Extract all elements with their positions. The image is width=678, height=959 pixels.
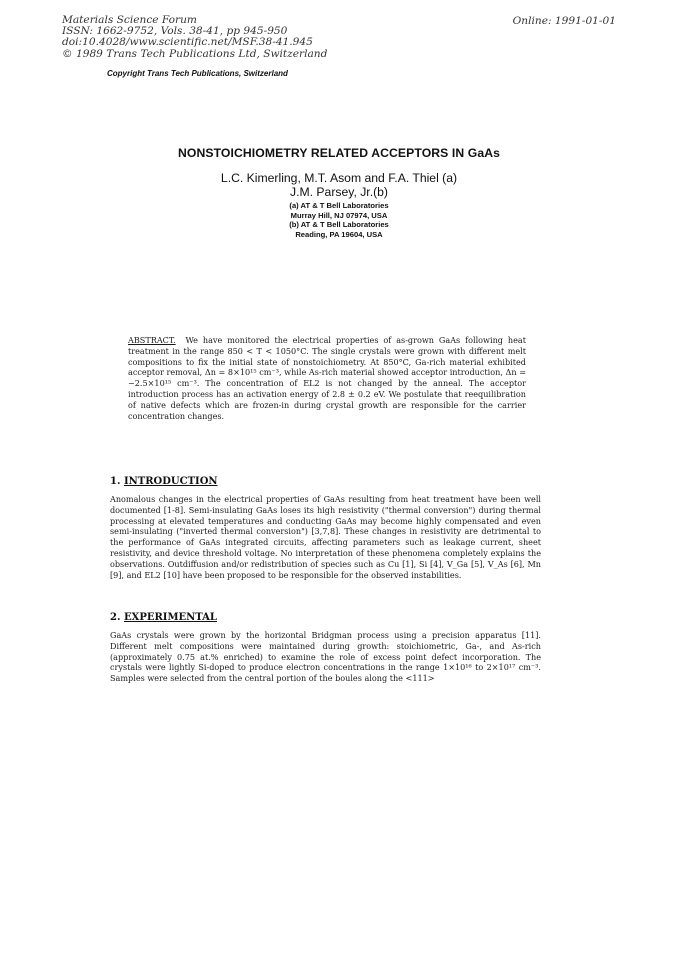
abstract [128,335,526,421]
journal-name: Materials Science Forum [62,14,197,26]
publisher-line: © 1989 Trans Tech Publications Ltd, Switzerland [62,47,328,60]
copyright-notice: Copyright Trans Tech Publications, Switzerland [107,69,288,78]
abstract-text: We have monitored the electrical properties of as-grown GaAs following heat treatment in the range 850 < T < 1050°C. The single crystals were grown with different melt compositions to fix the initial state of nonstoichiometry. At 850°C, Ga-rich material exhibited acceptor removal, Δn = 8×10¹⁵ cm⁻³, while As-rich material showed acceptor introduction, Δn = −2.5×10¹⁵ cm⁻³. The concentration of EL2 is not changed by the anneal. The acceptor introduction process has an activation energy of 2.8 ± 0.2 eV. We postulate that reequilibration of native defects which are frozen-in during crystal growth are responsible for the carrier concentration changes. [128,335,526,421]
affiliation-line: (a) AT & T Bell Laboratories [289,201,389,210]
section-title: INTRODUCTION [123,476,218,487]
paragraph: GaAs crystals were grown by the horizontal Bridgman process using a precision apparatus [11]. Different melt compositions were maintained during growth: stoichiometric, Ga-, and As-rich (approximately 0.75 at.% enriched) to examine the role of excess point defect incorporation. The crystals were lightly Si-doped to produce electron concentrations in the range 1×10¹⁶ to 2×10¹⁷ cm⁻³. Samples were selected from the central portion of the boules along the <111> [110,630,541,684]
section-heading-experimental [110,612,217,623]
section-title: EXPERIMENTAL [123,612,217,623]
affiliation-line: (b) AT & T Bell Laboratories [289,220,389,230]
online-date: Online: 1991-01-01 [512,15,616,27]
doi-line: doi:10.4028/www.scientific.net/MSF.38-41.945 [62,36,313,49]
abstract-label: ABSTRACT. [128,335,176,345]
authors-line-2: J.M. Parsey, Jr.(b) [290,185,388,199]
issn-line: ISSN: 1662-9752, Vols. 38-41, pp 945-950 [62,25,288,38]
authors-line-1: L.C. Kimerling, M.T. Asom and F.A. Thiel (a) [220,171,458,185]
affiliations [0,201,678,239]
section-heading-introduction [110,476,218,487]
introduction-body [110,494,541,580]
affiliation-line: Murray Hill, NJ 07974, USA [290,210,388,220]
paper-title: NONSTOICHIOMETRY RELATED ACCEPTORS IN GaAs [177,146,500,160]
author-block [0,171,678,199]
affiliation-line: Reading, PA 19604, USA [295,229,383,239]
section-number: 1. [110,476,121,487]
section-number: 2. [110,612,121,623]
experimental-body [110,630,541,684]
paragraph: Anomalous changes in the electrical properties of GaAs resulting from heat treatment have been well documented [1-8]. Semi-insulating GaAs loses its high resistivity ("thermal conversion") during thermal processing at elevated temperatures and conducting GaAs may become highly compensated and even semi-insulating ("inverted thermal conversion") [3,7,8]. These changes in resistivity are detrimental to the performance of GaAs integrated circuits, affecting parameters such as leakage current, sheet resistivity, and device threshold voltage. No interpretation of these phenomena completely explains the observations. Outdiffusion and/or redistribution of species such as Cu [1], Si [4], V_Ga [5], V_As [6], Mn [9], and EL2 [10] have been proposed to be responsible for the observed instabilities. [110,494,541,580]
journal-metadata [62,15,327,60]
